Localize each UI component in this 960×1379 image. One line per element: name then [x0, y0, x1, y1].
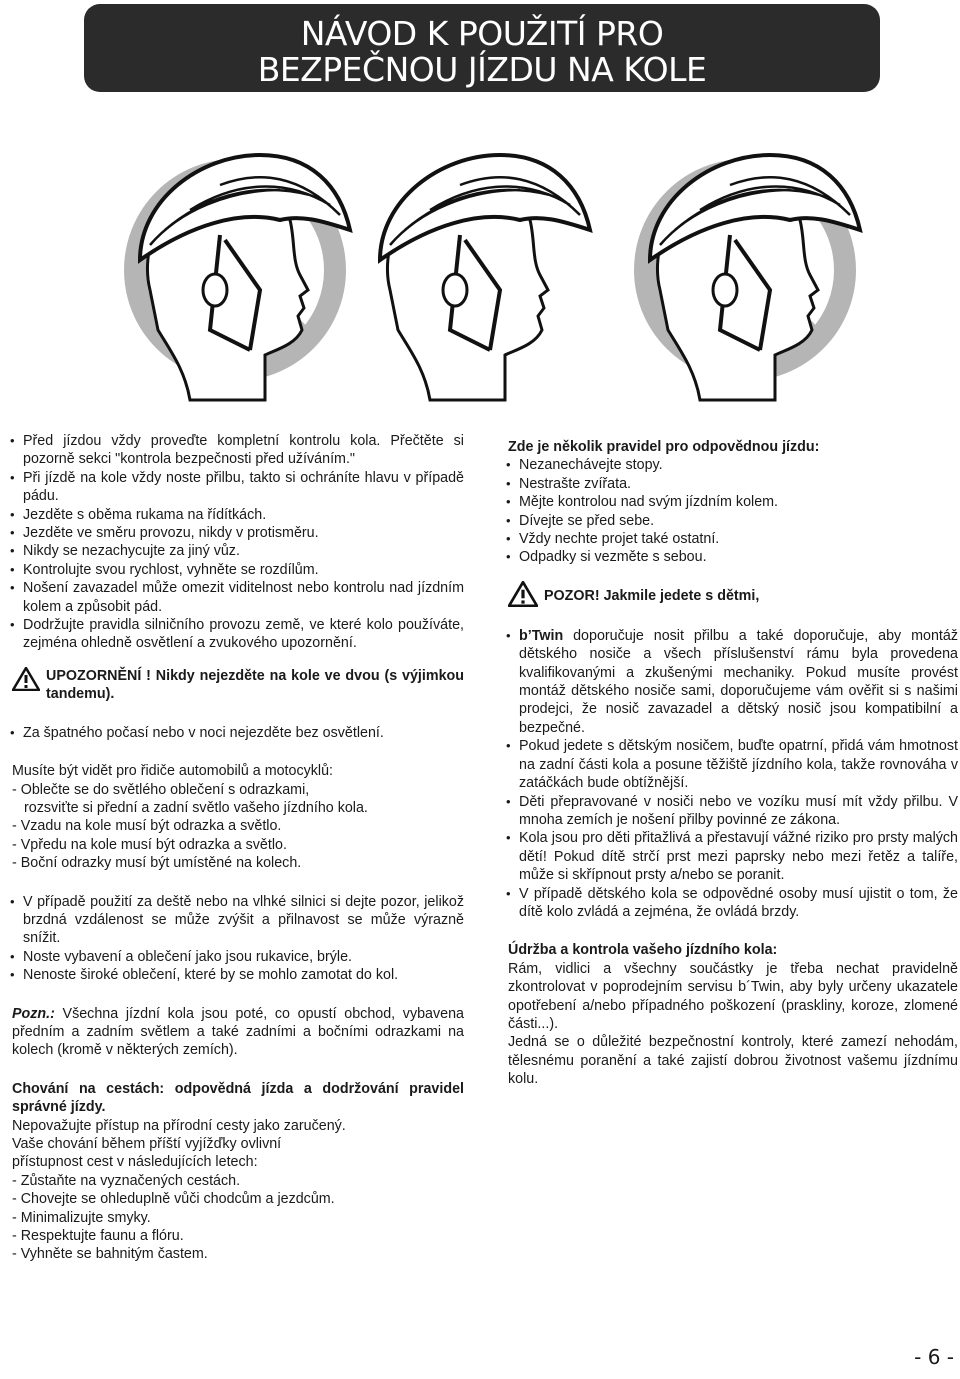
visibility-item: rozsviťte si přední a zadní světlo vašeho jízdního kola.	[24, 799, 368, 816]
behaviour-line: - Respektujte faunu a flóru.	[12, 1228, 184, 1245]
list-item: • Kola jsou pro děti přitažlivá a přestavují vážné riziko pro prsty malých dětí! Pokud dítě strčí prst mezi paprsky nebo mezi řetěz a talíře, může si skřípnout prsty a/nebo se poranit.	[508, 829, 958, 884]
maintenance-title: Údržba a kontrola vašeho jízdního kola:	[508, 942, 778, 959]
visibility-intro: Musíte být vidět pro řidiče automobilů a motocyklů:	[12, 763, 334, 780]
title-banner	[84, 4, 880, 92]
warning-notice: UPOZORNĚNÍ ! Nikdy nejezděte na kole ve dvou (s výjimkou tandemu).	[12, 667, 464, 704]
list-item: • Nestrašte zvířata.	[508, 475, 958, 493]
list-item: • Dívejte se před sebe.	[508, 512, 958, 530]
behaviour-line: - Chovejte se ohleduplně vůči chodcům a jezdcům.	[12, 1191, 335, 1208]
list-item: • Jezděte ve směru provozu, nikdy v protisměru.	[12, 524, 464, 542]
behaviour-line: - Vyhněte se bahnitým častem.	[12, 1246, 208, 1263]
list-item: • Nenoste široké oblečení, které by se mohlo zamotat do kol.	[12, 966, 464, 984]
right-column	[508, 438, 958, 1089]
list-item: • Před jízdou vždy proveďte kompletní kontrolu kola. Přečtěte si pozorně sekci "kontrola bezpečnosti před užíváním."	[12, 432, 464, 469]
behaviour-line: - Zůstaňte na vyznačených cestách.	[12, 1172, 241, 1189]
warning-icon	[508, 581, 538, 607]
page-number: - 6 -	[914, 1345, 954, 1369]
list-item: • Při jízdě na kole vždy noste přilbu, takto si ochráníte hlavu v případě pádu.	[12, 469, 464, 506]
helmet-illustrations	[0, 110, 960, 420]
list-item: • Nošení zavazadel může omezit viditelnost nebo kontrolu nad jízdním kolem a způsobit pád.	[12, 579, 464, 616]
list-item: • Noste vybavení a oblečení jako jsou rukavice, brýle.	[12, 948, 464, 966]
list-item: • V případě použití za deště nebo na vlhké silnici si dejte pozor, jelikož brzdná vzdálenost se může zvýšit a přilnavost se může výrazně snížit.	[12, 893, 464, 948]
title-line-2: BEZPEČNOU JÍZDU NA KOLE	[257, 50, 707, 89]
list-item: • Nikdy se nezachycujte za jiný vůz.	[12, 542, 464, 560]
list-item: • Mějte kontrolou nad svým jízdním kolem.	[508, 493, 958, 511]
visibility-item: - Vpředu na kole musí být odrazka a světlo.	[12, 836, 287, 853]
list-item: • b’Twin doporučuje nosit přilbu a také doporučuje, aby montáž dětského nosiče a všech příslušenství rámu byla provedena kvalifikovanými a zkušenými mechaniky. Pokud musíte provést montáž dětského nosiče sami, doporučujeme vám ověřit si s našimi prodejci, že nosič zavazadel a dětský nosič jsou kompatibilní a bezpečné.	[508, 627, 958, 737]
visibility-item: - Boční odrazky musí být umístěné na kolech.	[12, 855, 302, 872]
list-item: • V případě dětského kola se odpovědné osoby musí ujistit o tom, že dítě kolo zvládá a zejména, že ovládá brzdy.	[508, 885, 958, 922]
list-item: • Nezanechávejte stopy.	[508, 456, 958, 474]
list-item: • Dodržujte pravidla silničního provozu země, ve které kolo používáte, zejména ohledně osvětlení a zvukového upozornění.	[12, 616, 464, 653]
list-item: • Odpadky si vezměte s sebou.	[508, 548, 958, 566]
visibility-item: - Vzadu na kole musí být odrazka a světlo.	[12, 818, 282, 835]
list-item: • Za špatného počasí nebo v noci nejezděte bez osvětlení.	[12, 724, 464, 742]
note-paragraph: Pozn.: Všechna jízdní kola jsou poté, co opustí obchod, vybavena předním a zadním světlem a také zadními a bočními odrazkami na kolech (kromě v některých zemích).	[12, 1005, 464, 1059]
left-column	[12, 432, 464, 1264]
list-item: • Jezděte s oběma rukama na řídítkách.	[12, 506, 464, 524]
title-line-1: NÁVOD K POUŽITÍ PRO	[300, 14, 664, 53]
list-item: • Pokud jedete s dětským nosičem, buďte opatrní, přidá vám hmotnost na zadní části kola a posune těžiště jízdního kola, takže rovnováha v zatáčkách bude obtížnější.	[508, 737, 958, 792]
rules-title: Zde je několik pravidel pro odpovědnou jízdu:	[508, 439, 820, 455]
behaviour-title: Chování na cestách: odpovědná jízda a dodržování pravidel správné jízdy.	[12, 1080, 464, 1116]
behaviour-line: - Minimalizujte smyky.	[12, 1209, 151, 1226]
children-warning: POZOR! Jakmile jedete s dětmi,	[508, 581, 958, 607]
warning-icon	[12, 667, 40, 691]
maintenance-paragraph: Rám, vidlici a všechny součástky je třeba nechat pravidelně zkontrolovat v poprodejním servisu b´Twin, aby byly určeny ukazatele opotřebení a/nebo případného poškození (praskliny, koroze, zlomené části...).	[508, 960, 958, 1032]
visibility-item: - Oblečte se do světlého oblečení s odrazkami,	[12, 781, 310, 798]
maintenance-paragraph: Jedná se o důležité bezpečnostní kontroly, které zamezí nehodám, tělesnému poranění a také zajistí dobrou životnost vašemu jízdnímu kolu.	[508, 1034, 958, 1088]
behaviour-line: Vaše chování během příští vyjížďky ovlivní	[12, 1136, 282, 1152]
list-item: • Děti přepravované v nosiči nebo ve vozíku musí mít vždy přilbu. V mnoha zemích je nošení přilby povinné ze zákona.	[508, 793, 958, 830]
list-item: • Kontrolujte svou rychlost, vyhněte se rozdílům.	[12, 561, 464, 579]
behaviour-line: Nepovažujte přístup na přírodní cesty jako zaručený.	[12, 1117, 346, 1134]
behaviour-line: přístupnost cest v následujících letech:	[12, 1154, 258, 1171]
list-item: • Vždy nechte projet také ostatní.	[508, 530, 958, 548]
